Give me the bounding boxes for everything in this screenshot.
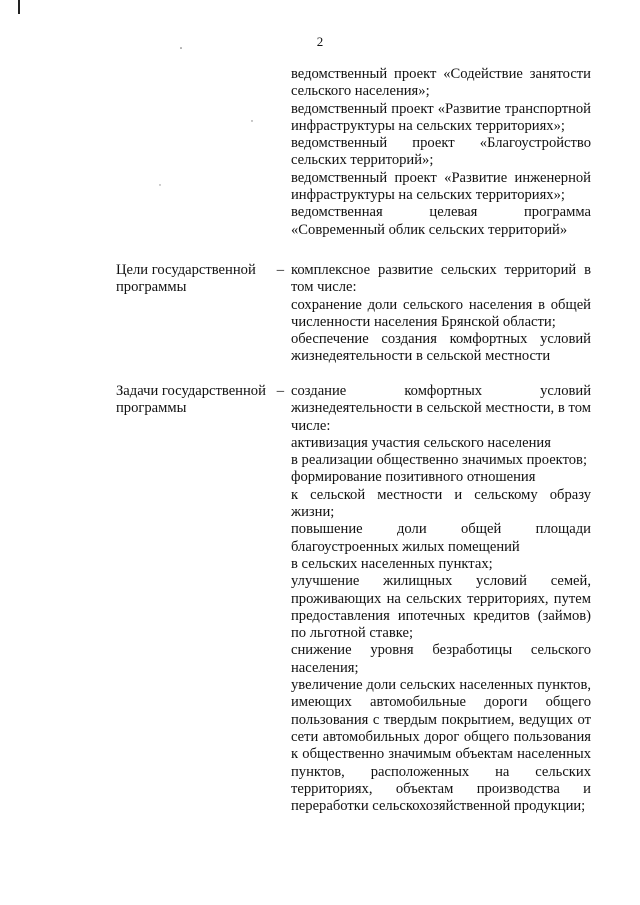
scan-dot: [159, 184, 160, 185]
goals-line: комплексное развитие сельских территорий в том числе:: [291, 262, 591, 296]
tasks-label-line1: Задачи государственной: [116, 383, 266, 399]
goals-block: [291, 262, 591, 366]
top-line: ведомственный проект «Благоустройство сельских территорий»;: [291, 135, 591, 169]
top-line: ведомственный проект «Развитие инженерной инфраструктуры на сельских территориях»;: [291, 169, 591, 204]
goals-label-line1: Цели государственной: [116, 262, 256, 278]
scan-dot: [251, 120, 252, 121]
tasks-line: повышение доли общей площади благоустроенных жилых помещений: [291, 521, 591, 555]
goals-line: сохранение доли сельского населения в общей численности населения Брянской области;: [291, 296, 591, 330]
goals-label-dash: –: [276, 262, 284, 278]
page-number: 2: [316, 34, 324, 49]
tasks-block: [291, 383, 591, 815]
tasks-line: увеличение доли сельских населенных пунктов, имеющих автомобильные дороги общего пользования с твердым покрытием, ведущих от сети автомобильных дорог общего пользования к общественно значимым объектам населенных пунктов, расположенных на сельских территориях, объектам производства и переработки сельскохозяйственной продукции;: [291, 677, 591, 815]
tasks-line: снижение уровня безработицы сельского населения;: [291, 642, 591, 676]
tasks-label-line2: программы: [116, 400, 187, 417]
top-line: ведомственный проект «Развитие транспортной инфраструктуры на сельских территориях»;: [291, 100, 591, 134]
tasks-line: в сельских населенных пунктах;: [291, 555, 493, 572]
top-block: [291, 66, 591, 239]
tasks-line: активизация участия сельского населения: [291, 434, 551, 451]
tasks-line: в реализации общественно значимых проектов;: [291, 452, 588, 469]
scan-mark: [18, 0, 20, 14]
tasks-line: улучшение жилищных условий семей, проживающих на сельских территориях, путем предоставления ипотечных кредитов (займов) по льготной ставке;: [291, 573, 591, 642]
goals-label-line2: программы: [116, 279, 187, 296]
goals-line: обеспечение создания комфортных условий жизнедеятельности в сельской местности: [291, 331, 591, 365]
tasks-line: к сельской местности и сельскому образу жизни;: [291, 486, 591, 521]
top-line: ведомственная целевая программа «Современный облик сельских территорий»: [291, 204, 591, 238]
goals-label: [116, 262, 284, 297]
tasks-label: [116, 383, 284, 418]
tasks-line: формирование позитивного отношения: [291, 469, 536, 486]
tasks-label-dash: –: [276, 383, 284, 399]
top-line: ведомственный проект «Содействие занятости сельского населения»;: [291, 66, 591, 100]
tasks-line: создание комфортных условий жизнедеятельности в сельской местности, в том числе:: [291, 383, 591, 434]
